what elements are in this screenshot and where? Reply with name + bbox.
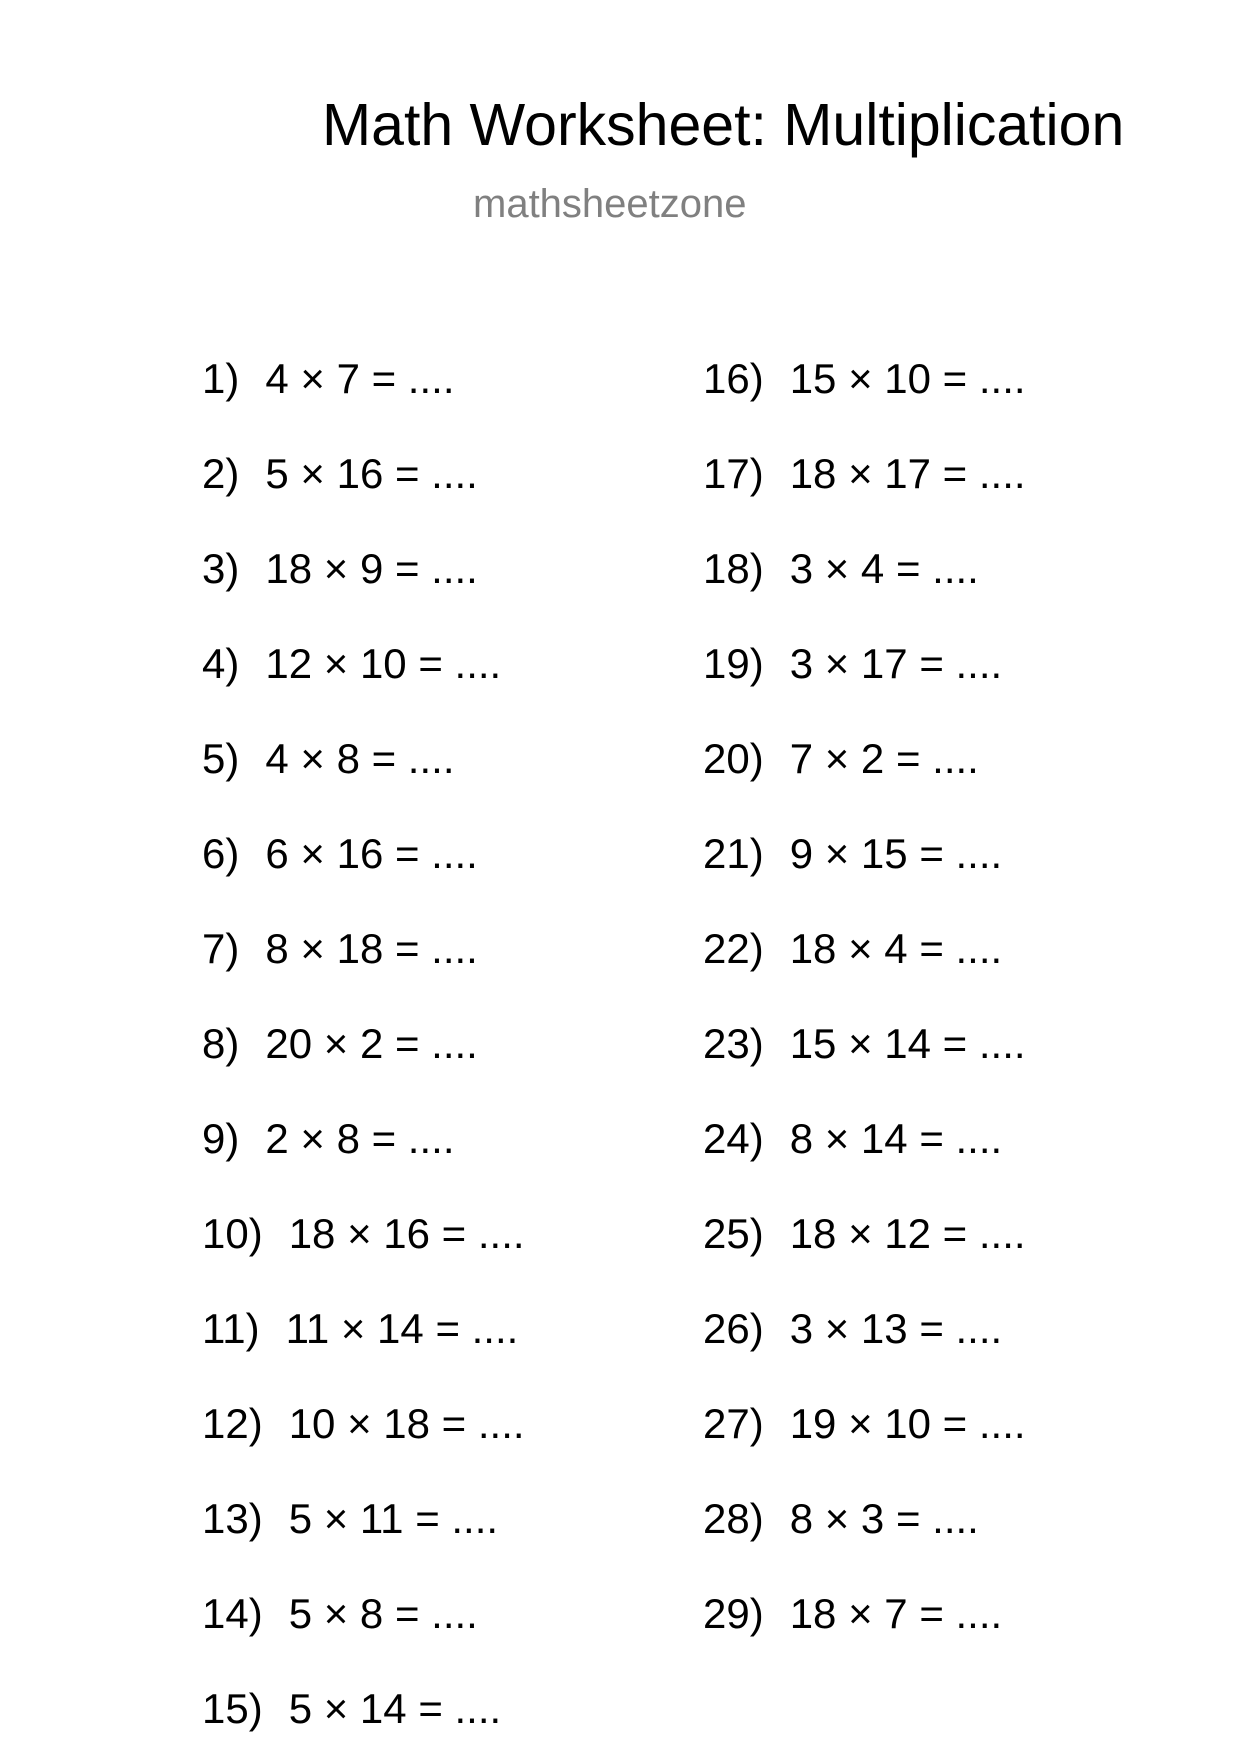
problem-expression: 8 × 18 = ....	[265, 925, 478, 972]
problem-number: 11)	[202, 1305, 260, 1352]
problem-expression: 11 × 14 = ....	[285, 1305, 519, 1352]
problem-number: 8)	[202, 1020, 240, 1067]
problem-item	[202, 450, 478, 497]
problem-expression: 9 × 15 = ....	[789, 830, 1003, 877]
problem-number: 28)	[703, 1495, 764, 1542]
problem-item	[202, 1495, 499, 1542]
problem-number: 25)	[703, 1210, 764, 1257]
problem-number: 20)	[703, 735, 764, 782]
problem-number: 9)	[202, 1115, 240, 1162]
problem-number: 6)	[202, 830, 240, 877]
problem-number: 19)	[703, 640, 764, 687]
problem-number: 14)	[202, 1590, 263, 1637]
problem-expression: 18 × 4 = ....	[789, 925, 1003, 972]
problem-item	[202, 545, 478, 592]
problem-number: 10)	[202, 1210, 263, 1257]
problem-expression: 8 × 3 = ....	[789, 1495, 979, 1542]
problem-item	[703, 640, 1003, 687]
problem-expression: 4 × 7 = ....	[265, 355, 455, 402]
problem-number: 26)	[703, 1305, 764, 1352]
problem-item	[202, 1210, 525, 1257]
problem-item	[703, 355, 1026, 402]
problem-expression: 12 × 10 = ....	[265, 640, 502, 687]
problem-item	[703, 1305, 1003, 1352]
problem-item	[703, 450, 1026, 497]
problem-item	[703, 735, 979, 782]
problem-expression: 5 × 14 = ....	[288, 1685, 502, 1732]
problem-expression: 15 × 14 = ....	[789, 1020, 1026, 1067]
problem-number: 18)	[703, 545, 764, 592]
problem-number: 1)	[202, 355, 240, 402]
problem-expression: 19 × 10 = ....	[789, 1400, 1026, 1447]
problem-expression: 2 × 8 = ....	[265, 1115, 455, 1162]
problem-expression: 20 × 2 = ....	[265, 1020, 478, 1067]
problem-expression: 10 × 18 = ....	[288, 1400, 525, 1447]
problem-item	[703, 1495, 979, 1542]
problem-item	[202, 1020, 478, 1067]
problem-number: 23)	[703, 1020, 764, 1067]
problem-expression: 3 × 17 = ....	[789, 640, 1003, 687]
problem-expression: 18 × 7 = ....	[789, 1590, 1003, 1637]
problem-expression: 18 × 9 = ....	[265, 545, 478, 592]
page-title: Math Worksheet: Multiplication	[322, 92, 1125, 158]
problem-expression: 18 × 16 = ....	[288, 1210, 525, 1257]
problem-number: 24)	[703, 1115, 764, 1162]
problem-number: 27)	[703, 1400, 764, 1447]
problem-number: 15)	[202, 1685, 263, 1732]
problem-number: 4)	[202, 640, 240, 687]
problem-expression: 15 × 10 = ....	[789, 355, 1026, 402]
problem-number: 22)	[703, 925, 764, 972]
problem-expression: 6 × 16 = ....	[265, 830, 478, 877]
problem-number: 17)	[703, 450, 764, 497]
problem-expression: 5 × 11 = ....	[288, 1495, 499, 1542]
problem-number: 5)	[202, 735, 240, 782]
problem-item	[703, 1400, 1026, 1447]
problem-item	[703, 1590, 1003, 1637]
problem-number: 29)	[703, 1590, 764, 1637]
problem-expression: 5 × 8 = ....	[288, 1590, 478, 1637]
problem-number: 12)	[202, 1400, 263, 1447]
problem-item	[202, 1115, 455, 1162]
problem-item	[202, 925, 478, 972]
problem-expression: 18 × 17 = ....	[789, 450, 1026, 497]
problem-number: 13)	[202, 1495, 263, 1542]
problem-expression: 4 × 8 = ....	[265, 735, 455, 782]
problem-expression: 18 × 12 = ....	[789, 1210, 1026, 1257]
problem-item	[202, 1685, 502, 1732]
problem-item	[703, 1020, 1026, 1067]
problem-item	[703, 1210, 1026, 1257]
problem-item	[703, 830, 1003, 877]
problem-item	[703, 925, 1003, 972]
site-subtitle: mathsheetzone	[473, 182, 747, 226]
problem-number: 16)	[703, 355, 764, 402]
problem-expression: 7 × 2 = ....	[789, 735, 979, 782]
problem-number: 3)	[202, 545, 240, 592]
problem-item	[703, 545, 979, 592]
problem-expression: 3 × 13 = ....	[789, 1305, 1003, 1352]
problem-item	[202, 1590, 478, 1637]
problem-expression: 8 × 14 = ....	[789, 1115, 1003, 1162]
problem-number: 21)	[703, 830, 764, 877]
problem-item	[202, 1400, 525, 1447]
problem-item	[202, 830, 478, 877]
problem-item	[202, 1305, 519, 1352]
problem-number: 7)	[202, 925, 240, 972]
problem-number: 2)	[202, 450, 240, 497]
problem-item	[703, 1115, 1003, 1162]
problem-item	[202, 735, 455, 782]
problem-item	[202, 355, 455, 402]
problem-expression: 3 × 4 = ....	[789, 545, 979, 592]
problem-expression: 5 × 16 = ....	[265, 450, 478, 497]
problem-item	[202, 640, 502, 687]
